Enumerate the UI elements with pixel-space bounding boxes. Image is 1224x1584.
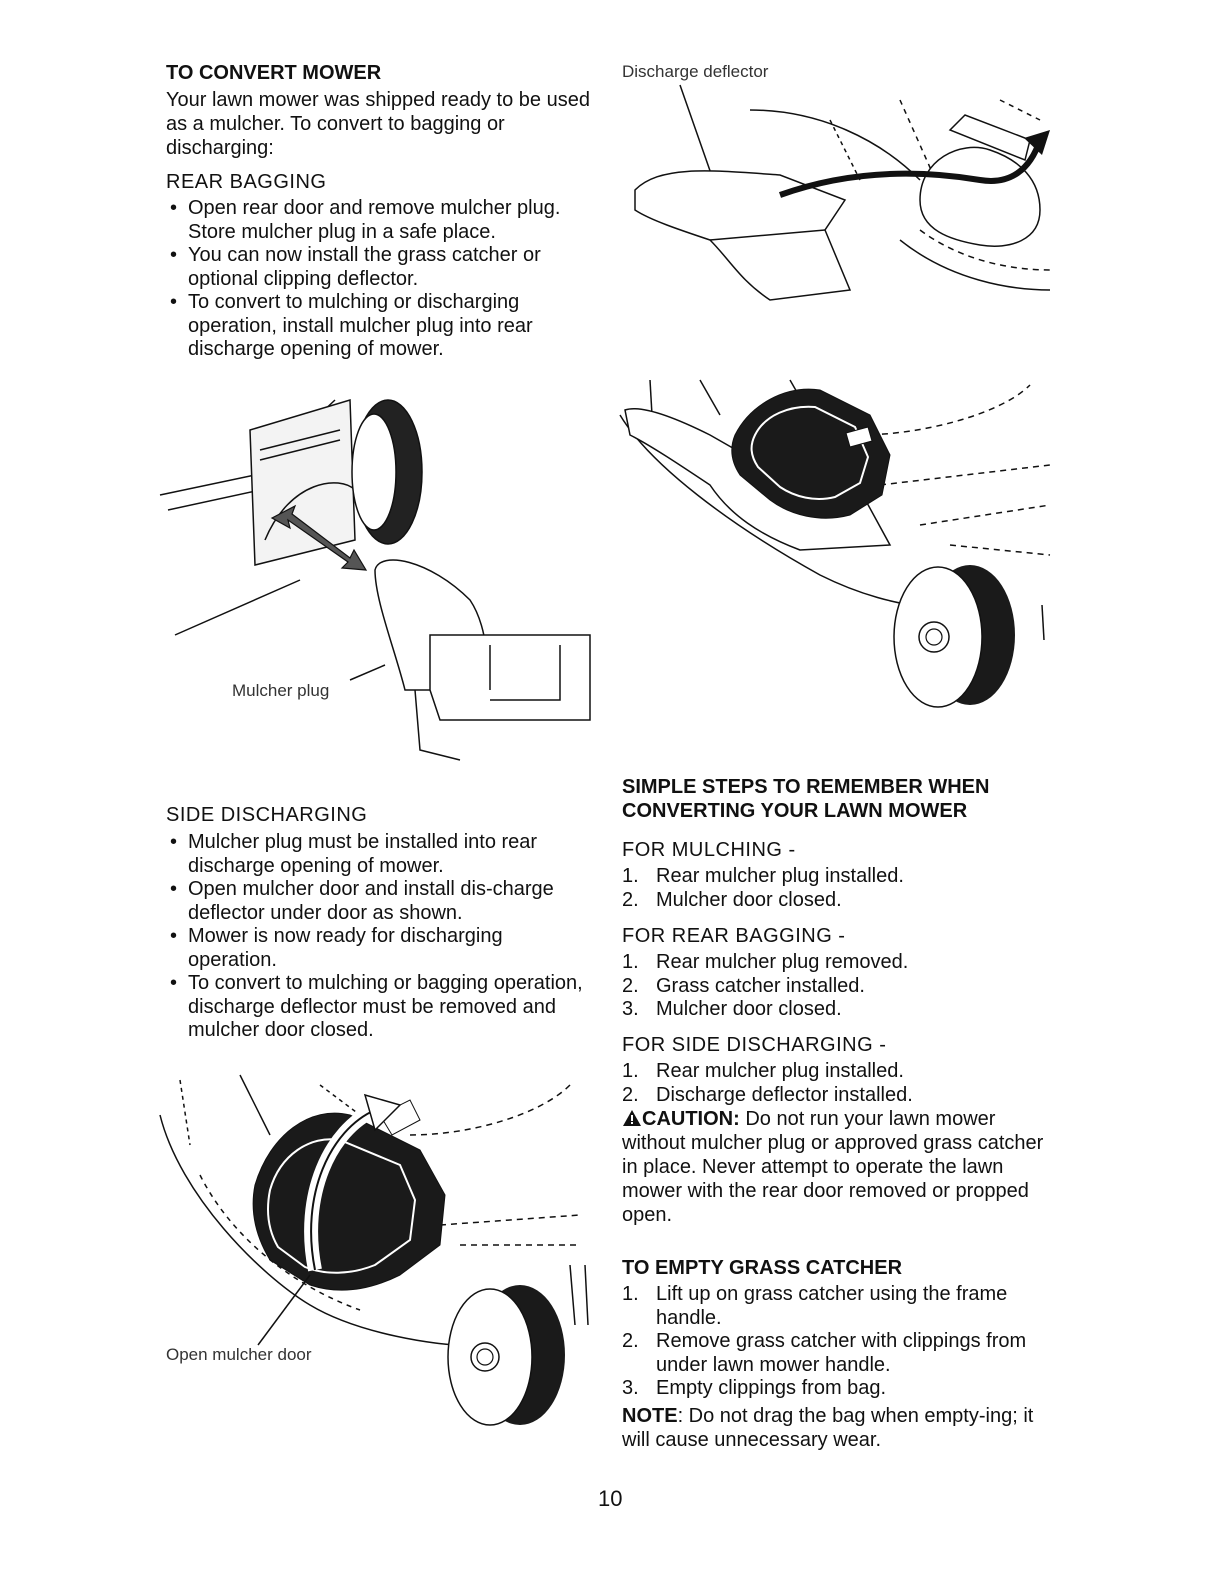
list-item: • Mulcher plug must be installed into rear discharge opening of mower.	[166, 831, 596, 878]
list-item: 1. Rear mulcher plug installed.	[622, 1060, 904, 1082]
list-item: 2. Mulcher door closed.	[622, 888, 842, 911]
for-mulching-heading: FOR MULCHING -	[622, 839, 796, 861]
side-discharging-steps	[622, 1060, 1042, 1107]
list-item: 1. Lift up on grass catcher using the frame handle.	[622, 1283, 1008, 1329]
mulcher-plug-illustration	[160, 390, 600, 770]
open-mulcher-door-illustration	[160, 1075, 600, 1430]
side-discharging-heading: SIDE DISCHARGING	[166, 804, 368, 826]
page-number: 10	[598, 1486, 623, 1511]
list-item: • You can now install the grass catcher or optional clipping deflector.	[166, 244, 596, 291]
list-item: 2. Discharge deflector installed.	[622, 1083, 913, 1106]
mulching-steps	[622, 865, 1042, 912]
list-item: • To convert to mulching or bagging operation, discharge deflector must be removed and mulcher door closed.	[166, 972, 596, 1043]
caution-label: CAUTION:	[642, 1108, 740, 1130]
mulcher-plug-label: Mulcher plug	[232, 681, 330, 700]
empty-catcher-steps	[622, 1283, 1042, 1401]
for-side-discharging-heading: FOR SIDE DISCHARGING -	[622, 1034, 887, 1056]
note-text: : Do not drag the bag when empty-ing; it will cause unnecessary wear.	[622, 1405, 1034, 1451]
caution-text: Do not run your lawn mower without mulcher plug or approved grass catcher in place. Never attempt to operate the lawn mower with the rear door removed or propped open.	[622, 1108, 1044, 1226]
simple-steps-heading: SIMPLE STEPS TO REMEMBER WHEN CONVERTING YOUR LAWN MOWER	[622, 776, 990, 822]
rear-bagging-heading: REAR BAGGING	[166, 171, 327, 193]
list-item: 3. Mulcher door closed.	[622, 998, 842, 1020]
convert-intro: Your lawn mower was shipped ready to be used as a mulcher. To convert to bagging or discharging:	[166, 89, 590, 159]
note-label: NOTE	[622, 1405, 678, 1427]
for-rear-bagging-heading: FOR REAR BAGGING -	[622, 925, 846, 947]
discharge-deflector-illustration	[620, 80, 1060, 310]
convert-heading: TO CONVERT MOWER	[166, 62, 382, 84]
deflector-installed-illustration	[620, 375, 1060, 720]
list-item: 2. Grass catcher installed.	[622, 974, 865, 997]
rear-bagging-steps	[622, 951, 1042, 1022]
discharge-deflector-label: Discharge deflector	[622, 62, 769, 81]
list-item: • Mower is now ready for discharging operation.	[166, 925, 596, 972]
warning-triangle-icon	[622, 1109, 642, 1127]
list-item: 2. Remove grass catcher with clippings from under lawn mower handle.	[622, 1330, 1027, 1376]
caution-block	[622, 1107, 1052, 1227]
rear-bagging-list	[166, 197, 596, 362]
list-item: 3. Empty clippings from bag.	[622, 1377, 887, 1399]
open-mulcher-door-label: Open mulcher door	[166, 1345, 312, 1364]
empty-catcher-heading: TO EMPTY GRASS CATCHER	[622, 1257, 903, 1279]
note-block	[622, 1404, 1052, 1452]
list-item: • Open rear door and remove mulcher plug. Store mulcher plug in a safe place.	[166, 197, 596, 244]
list-item: 1. Rear mulcher plug removed.	[622, 951, 909, 973]
list-item: • To convert to mulching or discharging operation, install mulcher plug into rear discharge opening of mower.	[166, 291, 596, 362]
list-item: 1. Rear mulcher plug installed.	[622, 865, 904, 887]
side-discharging-list	[166, 831, 596, 1043]
list-item: • Open mulcher door and install dis-charge deflector under door as shown.	[166, 878, 596, 925]
